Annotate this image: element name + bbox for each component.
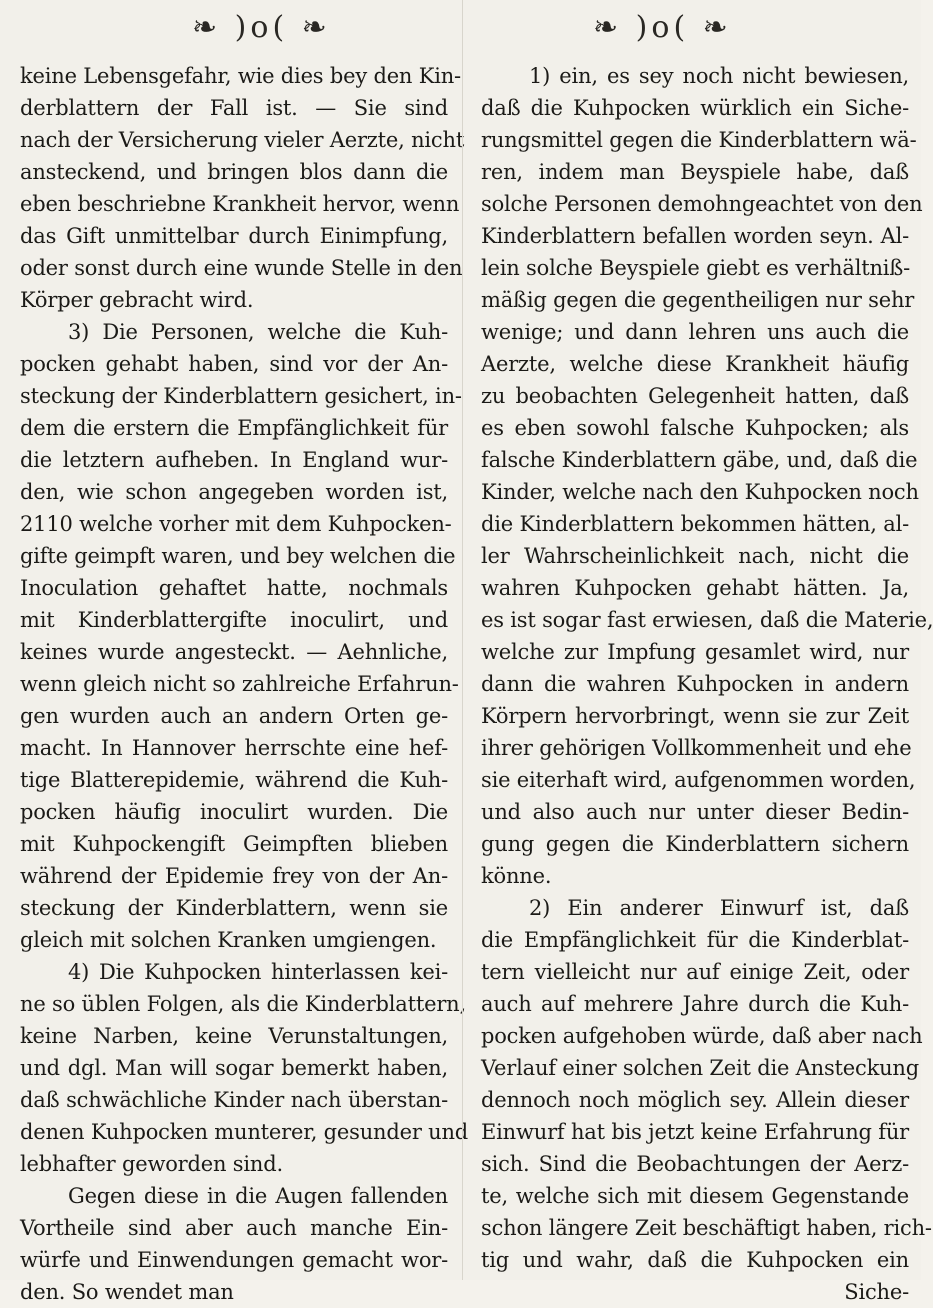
text-line: 1) ein, es sey noch nicht bewiesen, — [529, 64, 909, 88]
text-line: den. So wendet man — [20, 1280, 234, 1304]
text-line: Siche- — [844, 1280, 909, 1304]
text-line: dann die wahren Kuhpocken in andern — [481, 672, 909, 696]
text-line: nach der Versicherung vieler Aerzte, nicht — [20, 128, 465, 152]
text-line: mit Kinderblattergifte inoculirt, und — [20, 608, 448, 632]
text-line: auch auf mehrere Jahre durch die Kuh- — [481, 992, 909, 1016]
text-line: tige Blatterepidemie, während die Kuh- — [20, 768, 448, 792]
text-line: Körpern hervorbringt, wenn sie zur Zeit — [481, 704, 909, 728]
left-header-ornament: ❧ )o( ❧ — [192, 10, 331, 45]
left-column-text — [20, 60, 469, 1308]
text-line: Aerzte, welche diese Krankheit häufig — [481, 352, 909, 376]
text-line: es ist sogar fast erwiesen, daß die Materie, — [481, 608, 933, 632]
text-line: Körper gebracht wird. — [20, 288, 254, 312]
text-line: 2110 welche vorher mit dem Kuhpocken- — [20, 512, 452, 536]
text-line: oder sonst durch eine wunde Stelle in den — [20, 256, 463, 280]
text-line: eben beschriebne Krankheit hervor, wenn — [20, 192, 460, 216]
text-line: und dgl. Man will sogar bemerkt haben, — [20, 1056, 448, 1080]
text-line: die Kinderblattern bekommen hätten, al- — [481, 512, 909, 536]
text-line: solche Personen demohngeachtet von den — [481, 192, 923, 216]
right-column — [462, 0, 933, 1304]
text-line: ren, indem man Beyspiele habe, daß — [481, 160, 909, 184]
text-line: daß schwächliche Kinder nach überstan- — [20, 1088, 448, 1112]
text-line: steckung der Kinderblattern gesichert, in- — [20, 384, 462, 408]
text-line: die Empfänglichkeit für die Kinderblat- — [481, 928, 909, 952]
text-line: zu beobachten Gelegenheit hatten, daß — [481, 384, 909, 408]
text-line: sie eiterhaft wird, aufgenommen worden, — [481, 768, 916, 792]
text-line: die letztern aufheben. In England wur- — [20, 448, 448, 472]
text-line: mäßig gegen die gegentheiligen nur sehr — [481, 288, 915, 312]
text-line: derblattern der Fall ist. — Sie sind — [20, 96, 448, 120]
text-line: ler Wahrscheinlichkeit nach, nicht die — [481, 544, 909, 568]
text-line: lebhafter geworden sind. — [20, 1152, 283, 1176]
text-line: keine Lebensgefahr, wie dies bey den Kin- — [20, 64, 461, 88]
text-line: macht. In Hannover herrschte eine hef- — [20, 736, 448, 760]
text-line: rungsmittel gegen die Kinderblattern wä- — [481, 128, 917, 152]
text-line: tig und wahr, daß die Kuhpocken ein — [481, 1248, 909, 1272]
text-line: lein solche Beyspiele giebt es verhältniß- — [481, 256, 911, 280]
text-line: wahren Kuhpocken gehabt hätten. Ja, — [481, 576, 909, 600]
text-line: Gegen diese in die Augen fallenden — [68, 1184, 448, 1208]
text-line: daß die Kuhpocken würklich ein Siche- — [481, 96, 909, 120]
text-line: Inoculation gehaftet hatte, nochmals — [20, 576, 448, 600]
text-line: Vortheile sind aber auch manche Ein- — [20, 1216, 448, 1240]
right-column-text — [481, 60, 933, 1308]
text-line: es eben sowohl falsche Kuhpocken; als — [481, 416, 909, 440]
text-line: te, welche sich mit diesem Gegenstande — [481, 1184, 909, 1208]
text-line: gifte geimpft waren, und bey welchen die — [20, 544, 456, 568]
text-line: welche zur Impfung gesamlet wird, nur — [481, 640, 909, 664]
text-line: den, wie schon angegeben worden ist, — [20, 480, 448, 504]
text-line: pocken aufgehoben würde, daß aber nach — [481, 1024, 923, 1048]
text-line: 3) Die Personen, welche die Kuh- — [68, 320, 448, 344]
text-line: pocken gehabt haben, sind vor der An- — [20, 352, 448, 376]
text-line: würfe und Einwendungen gemacht wor- — [20, 1248, 448, 1272]
text-line: das Gift unmittelbar durch Einimpfung, — [20, 224, 448, 248]
text-line: 2) Ein anderer Einwurf ist, daß — [529, 896, 909, 920]
text-line: gen wurden auch an andern Orten ge- — [20, 704, 448, 728]
text-line: wenige; und dann lehren uns auch die — [481, 320, 909, 344]
text-line: dem die erstern die Empfänglichkeit für — [20, 416, 448, 440]
text-line: könne. — [481, 864, 552, 888]
text-line: schon längere Zeit beschäftigt haben, rich- — [481, 1216, 932, 1240]
text-line: gung gegen die Kinderblattern sichern — [481, 832, 909, 856]
text-line: ne so üblen Folgen, als die Kinderblattern, — [20, 992, 466, 1016]
text-line: denen Kuhpocken munterer, gesunder und — [20, 1120, 469, 1144]
text-line: dennoch noch möglich sey. Allein dieser — [481, 1088, 909, 1112]
text-line: während der Epidemie frey von der An- — [20, 864, 448, 888]
right-header-ornament: ❧ )o( ❧ — [593, 10, 732, 45]
text-line: pocken häufig inoculirt wurden. Die — [20, 800, 448, 824]
text-line: Einwurf hat bis jetzt keine Erfahrung für — [481, 1120, 909, 1144]
text-line: Kinder, welche nach den Kuhpocken noch — [481, 480, 919, 504]
text-line: ansteckend, und bringen blos dann die — [20, 160, 448, 184]
text-line: falsche Kinderblattern gäbe, und, daß die — [481, 448, 918, 472]
text-line: mit Kuhpockengift Geimpften blieben — [20, 832, 448, 856]
text-line: steckung der Kinderblattern, wenn sie — [20, 896, 448, 920]
text-line: keines wurde angesteckt. — Aehnliche, — [20, 640, 448, 664]
text-line: 4) Die Kuhpocken hinterlassen kei- — [68, 960, 448, 984]
text-line: gleich mit solchen Kranken umgiengen. — [20, 928, 437, 952]
text-line: wenn gleich nicht so zahlreiche Erfahrun- — [20, 672, 459, 696]
text-line: tern vielleicht nur auf einige Zeit, oder — [481, 960, 909, 984]
text-line: Kinderblattern befallen worden seyn. Al- — [481, 224, 909, 248]
text-line: ihrer gehörigen Vollkommenheit und ehe — [481, 736, 912, 760]
text-line: sich. Sind die Beobachtungen der Aerz- — [481, 1152, 909, 1176]
text-line: Verlauf einer solchen Zeit die Ansteckung — [481, 1056, 919, 1080]
text-line: und also auch nur unter dieser Bedin- — [481, 800, 909, 824]
text-line: keine Narben, keine Verunstaltungen, — [20, 1024, 448, 1048]
